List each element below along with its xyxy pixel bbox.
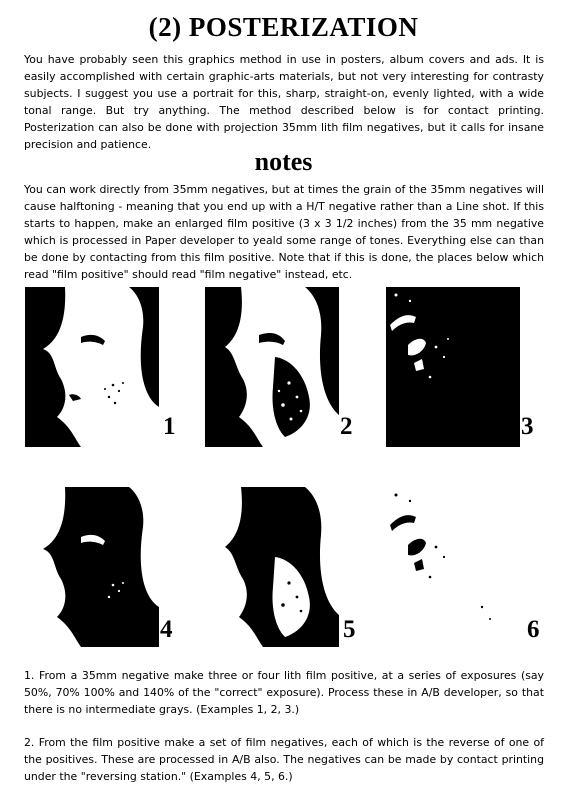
step-1-paragraph: 1. From a 35mm negative make three or four lith film positive, at a series of exposures (say 50%, 70% 100% and 140% of the "correct" exposure). Process these in A/B developer, so that there is no intermediate grays. (Examples 1, 2, 3.) — [24, 669, 544, 716]
example-label-1: 1 — [163, 413, 176, 440]
notes-paragraph: You can work directly from 35mm negatives, but at times the grain of the 35mm negatives will cause halftoning - meaning that you end up with a H/T negative rather than a Line shot. If this starts to happen, make an enlarged film positive (3 x 3 1/2 inches) from the 35 mm negative which is processed in Paper developer to yeald some range of tones. Everything else can than be done by contacting from this film positive. Note that if this is done, the places below which read "film positive" should read "film negative" instead, etc. — [24, 183, 544, 281]
example-photo-4 — [25, 487, 159, 647]
example-label-4: 4 — [160, 616, 173, 643]
example-photo-6 — [386, 487, 520, 647]
example-label-3: 3 — [521, 413, 534, 440]
example-photo-3 — [386, 287, 520, 447]
example-label-6: 6 — [527, 616, 540, 643]
step-2-paragraph: 2. From the film positive make a set of film negatives, each of which is the reverse of one of the positives. These are processed in A/B also. The negatives can be made by contact printing under the "reversing station." (Examples 4, 5, 6.) — [24, 736, 544, 783]
example-photo-1 — [25, 287, 159, 447]
notes-heading: notes — [254, 147, 313, 176]
example-photo-5 — [205, 487, 339, 647]
example-label-2: 2 — [340, 413, 353, 440]
page-title: (2) POSTERIZATION — [148, 12, 419, 42]
example-label-5: 5 — [343, 616, 356, 643]
intro-paragraph: You have probably seen this graphics method in use in posters, album covers and ads. It is easily accomplished with certain graphic-arts materials, but not very interesting for contrasty subjects. I suggest you use a portrait for this, sharp, straight-on, evenly lighted, with a wide tonal range. But try anything. The method described below is for contact printing. Posterization can also be done with projection 35mm lith film negatives, but it calls for insane precision and patience. — [24, 53, 544, 151]
example-photo-2 — [205, 287, 339, 447]
